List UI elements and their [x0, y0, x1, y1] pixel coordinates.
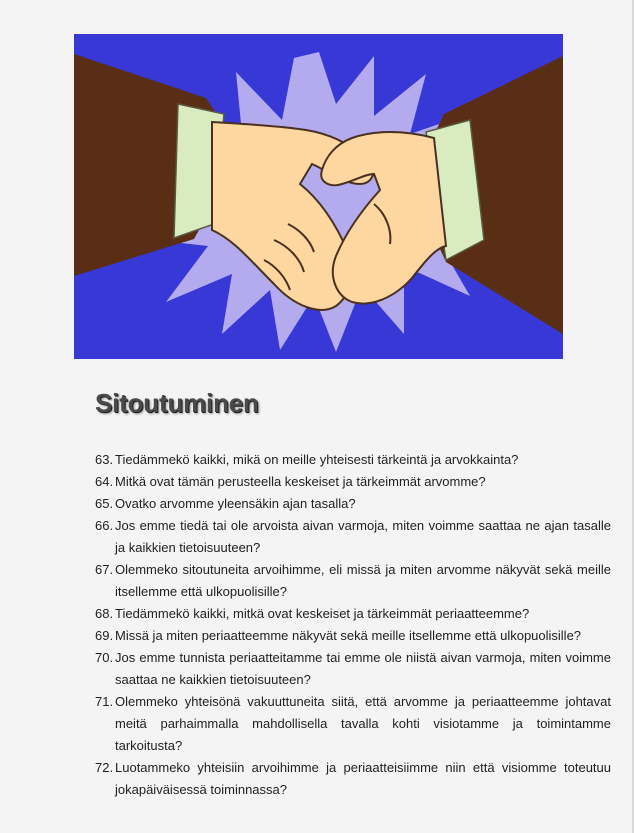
question-list — [95, 449, 611, 801]
question-number: 69. — [95, 628, 114, 643]
question-item — [95, 603, 611, 625]
page-title: Sitoutuminen — [95, 388, 259, 418]
question-item — [95, 757, 611, 801]
question-number: 65. — [95, 496, 114, 511]
question-number: 71. — [95, 694, 114, 709]
question-text: Luotammeko yhteisiin arvoihimme ja periaatteisiimme niin että visiomme toteutuu jokapäiväisessä toiminnassa? — [115, 760, 611, 797]
question-text: Missä ja miten periaatteemme näkyvät sekä meille itsellemme että ulkopuolisille? — [115, 628, 582, 643]
question-number: 63. — [95, 452, 114, 467]
handshake-illustration — [74, 34, 563, 359]
question-item — [95, 471, 611, 493]
question-item — [95, 559, 611, 603]
question-number: 72. — [95, 760, 114, 775]
question-item — [95, 449, 611, 471]
question-number: 68. — [95, 606, 114, 621]
question-item — [95, 515, 611, 559]
question-text: Mitkä ovat tämän perusteella keskeiset ja tärkeimmät arvomme? — [115, 474, 486, 489]
question-number: 67. — [95, 562, 114, 577]
question-text: Olemmeko yhteisönä vakuuttuneita siitä, että arvomme ja periaatteemme johtavat meitä parhaimmalla mahdollisella tavalla kohti visiotamme ja toimintamme tarkoitusta? — [115, 694, 611, 753]
question-item — [95, 493, 611, 515]
question-item — [95, 691, 611, 757]
question-number: 66. — [95, 518, 114, 533]
question-item — [95, 647, 611, 691]
question-text: Ovatko arvomme yleensäkin ajan tasalla? — [115, 496, 356, 511]
question-text: Jos emme tiedä tai ole arvoista aivan varmoja, miten voimme saattaa ne ajan tasalle ja kaikkien tietoisuuteen? — [115, 518, 611, 555]
question-text: Jos emme tunnista periaatteitamme tai emme ole niistä aivan varmoja, miten voimme saattaa ne kaikkien tietoisuuteen? — [115, 650, 611, 687]
question-item — [95, 625, 611, 647]
question-number: 64. — [95, 474, 114, 489]
question-text: Tiedämmekö kaikki, mitkä ovat keskeiset ja tärkeimmät periaatteemme? — [115, 606, 530, 621]
question-number: 70. — [95, 650, 114, 665]
question-text: Olemmeko sitoutuneita arvoihimme, eli missä ja miten arvomme näkyvät sekä meille itsellemme että ulkopuolisille? — [115, 562, 611, 599]
question-text: Tiedämmekö kaikki, mikä on meille yhteisesti tärkeintä ja arvokkainta? — [115, 452, 519, 467]
